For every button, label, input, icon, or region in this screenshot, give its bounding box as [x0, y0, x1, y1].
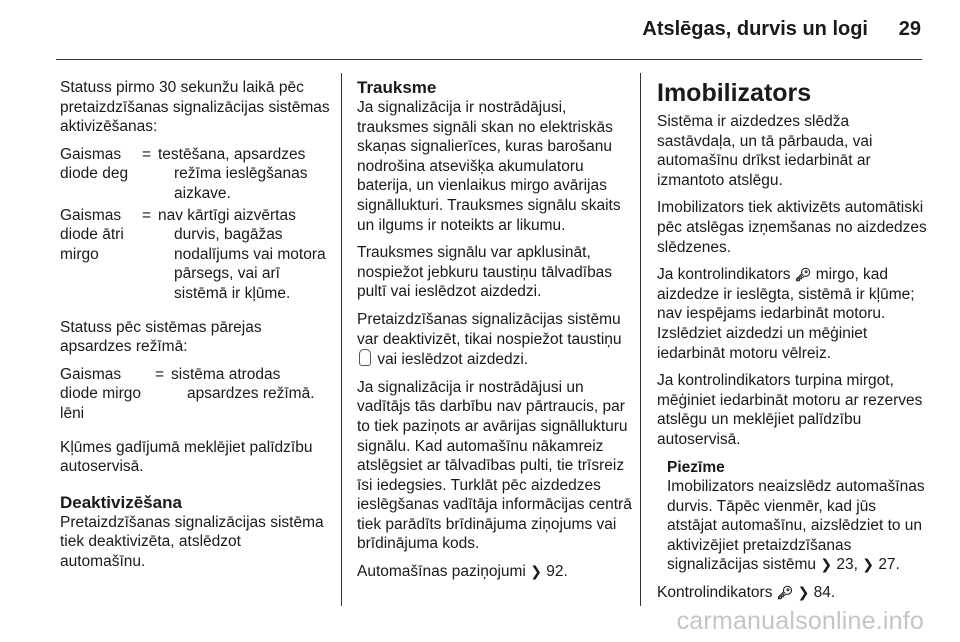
- note-text: [667, 477, 927, 575]
- ref-arrow-icon: ❯: [820, 556, 833, 573]
- immobilizer-paragraph-2: Imobilizators tiek aktivizēts automātiski pēc atslēgas izņemšanas no aizdedzes slēdzenes.: [657, 199, 927, 256]
- immobilizer-paragraph-3: [657, 265, 927, 363]
- definition-continuation: režīma ieslēgšanas aizkave.: [174, 165, 308, 202]
- indicator-reference: [657, 583, 927, 603]
- indicator-label: Kontrolindikators: [657, 584, 773, 602]
- indicator-text: Ja kontrolindikators: [657, 266, 791, 284]
- alarm-heading: Trauksme: [357, 78, 437, 97]
- fault-paragraph: Kļūmes gadījumā meklējiet palīdzību autoservisā.: [60, 438, 313, 476]
- immobilizer-car-icon: 🔑︎: [794, 267, 812, 283]
- alarm-paragraph-2: Trauksmes signālu var apklusināt, nospiežot jebkuru taustiņu tālvadības pultī vai ieslēdzot aizdedzi.: [357, 244, 613, 301]
- equals-sign: =: [155, 365, 165, 383]
- page-reference[interactable]: 23,: [836, 556, 858, 574]
- definition-line: sistēma atrodas: [171, 365, 281, 383]
- watermark: carmanualsonline.info: [676, 607, 924, 635]
- note-body: Imobilizators neaizslēdz automašīnas durvis. Tāpēc vienmēr, kad jūs atstājat automašīnu, aizslēdziet to un aktivizējiet pretaizdzīšanas signalizācijas sistēmu: [667, 478, 925, 574]
- header-title: Atslēgas, durvis un logi: [642, 18, 868, 40]
- status-definition: [158, 145, 330, 204]
- page-reference[interactable]: 27.: [878, 556, 900, 574]
- column-divider-2: [640, 73, 641, 606]
- status-after-intro: Statuss pēc sistēmas pārejas apsardzes režīmā:: [60, 318, 262, 356]
- status-definition: [171, 365, 330, 424]
- alarm-text: Pretaizdzīšanas signalizācijas sistēmu var deaktivizēt, tikai nospiežot taustiņu: [357, 310, 622, 348]
- status-intro: Statuss pirmo 30 sekunžu laikā pēc pretaizdzīšanas signalizācijas sistēmas aktivizēšanas:: [60, 79, 330, 136]
- alarm-text-cont: vai ieslēdzot aizdedzi.: [377, 351, 529, 369]
- column-2: [357, 78, 633, 590]
- status-list-2: [60, 365, 330, 424]
- status-row: [60, 365, 330, 424]
- status-list-1: [60, 145, 330, 304]
- column-1: [60, 78, 330, 579]
- alarm-paragraph-3: [357, 310, 633, 370]
- alarm-paragraph-1: Ja signalizācija ir nostrādājusi, trauksmes signāli skan no elektriskās skaņas signalierīces, kuras barošanu nodrošina atsevišķa akumulatoru baterija, un vienlaikus mirgo avārijas signāllukturi. Trauksmes signālu skaits un ilgums ir noteikts ar likumu.: [357, 99, 621, 234]
- status-row: [60, 206, 330, 304]
- immobilizer-paragraph-1: Sistēma ir aizdedzes slēdža sastāvdaļa, un tā pārbauda, vai automašīnu drīkst iedarbināt ar izmantoto atslēgu.: [657, 113, 873, 189]
- deactivation-section: [60, 493, 330, 572]
- status-term: Gaismas diode mirgo lēni: [60, 365, 141, 422]
- immobilizer-car-icon: 🔑︎: [776, 585, 794, 601]
- immobilizer-paragraph-4: Ja kontrolindikators turpina mirgot, mēģiniet iedarbināt motoru ar rezerves atslēgu un meklējiet palīdzību autoservisā.: [657, 372, 923, 448]
- definition-line: nav kārtīgi aizvērtas: [158, 206, 296, 224]
- alarm-paragraph-5: [357, 562, 633, 582]
- column-divider-1: [341, 73, 342, 606]
- page-reference[interactable]: 84.: [813, 584, 836, 602]
- equals-sign: =: [142, 206, 152, 224]
- equals-sign: =: [142, 145, 152, 163]
- definition-continuation: apsardzes režīmā.: [187, 385, 315, 403]
- status-row: [60, 145, 330, 204]
- column-3: [657, 78, 927, 611]
- vehicle-messages-text: Automašīnas paziņojumi: [357, 563, 526, 581]
- status-term: Gaismas diode deg: [60, 145, 129, 183]
- header-rule: [56, 59, 922, 60]
- definition-continuation: durvis, bagāžas nodalījums vai motora pārsegs, vai arī sistēmā ir kļūme.: [174, 226, 326, 302]
- deactivation-paragraph: Pretaizdzīšanas signalizācijas sistēma tiek deaktivizēta, atslēdzot automašīnu.: [60, 513, 324, 570]
- status-term: Gaismas diode ātri mirgo: [60, 206, 124, 263]
- ref-arrow-icon: ❯: [862, 556, 874, 573]
- alarm-paragraph-4: Ja signalizācija ir nostrādājusi un vadītājs tās darbību nav pārtraucis, par to tiek paziņots ar avārijas signāllukturu signālu. Kad automašīnu nākamreiz atslēgsiet ar tālvadības pulti, tie trīsreiz īsi iedegsies. Turklāt pēc aizdedzes ieslēgšanas vadītāja informācijas centrā tiek parādīts brīdinājuma ziņojums vai brīdinājuma kods.: [357, 378, 632, 553]
- ref-arrow-icon: ❯: [797, 584, 810, 601]
- page-reference[interactable]: 92.: [546, 563, 568, 581]
- page-number: 29: [898, 18, 921, 40]
- key-button-icon: [359, 349, 371, 366]
- note-box: [657, 458, 927, 576]
- page-header: [0, 0, 960, 60]
- deactivation-heading: Deaktivizēšana: [60, 492, 182, 512]
- note-title: Piezīme: [667, 458, 725, 476]
- status-definition: [158, 206, 330, 304]
- definition-line: testēšana, apsardzes: [158, 145, 306, 163]
- immobilizer-heading: Imobilizators: [657, 79, 812, 107]
- ref-arrow-icon: ❯: [530, 563, 542, 580]
- indicator-text-cont: mirgo, kad aizdedze ir ieslēgta, sistēmā ir kļūme; nav iespējams iedarbināt motoru. Izslēdziet aizdedzi un mēģiniet iedarbināt motoru vēlreiz.: [657, 266, 915, 362]
